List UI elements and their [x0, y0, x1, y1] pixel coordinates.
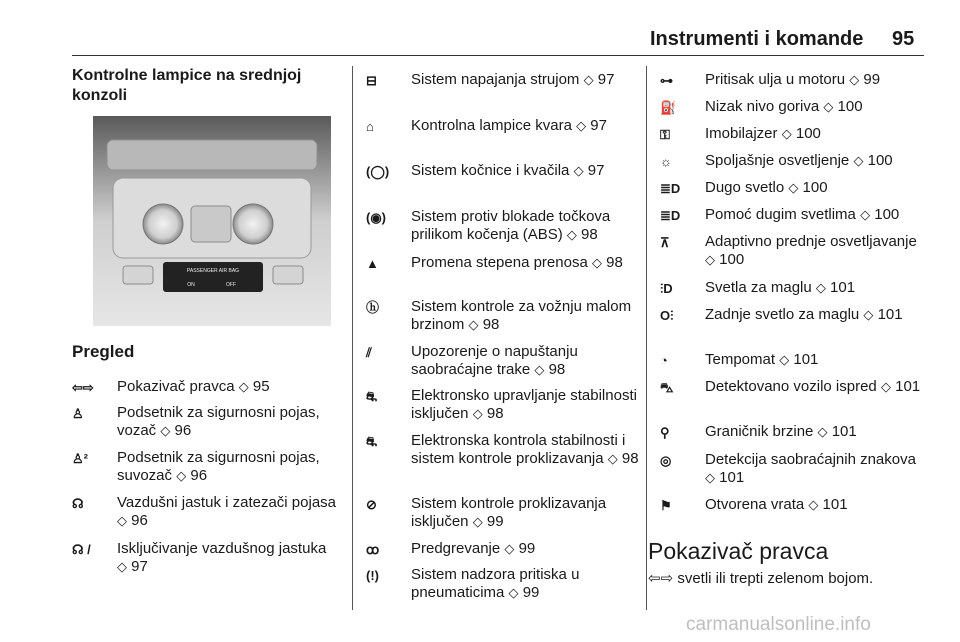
- indicator-icon: (!): [366, 568, 379, 583]
- indicator-icon: (◉): [366, 210, 387, 225]
- reference-arrow-icon: ◇: [705, 470, 715, 485]
- airbag-panel-label: PASSENGER AIR BAG: [186, 268, 240, 274]
- header-rule: [72, 55, 924, 56]
- reference-page: 98: [601, 254, 623, 271]
- reference-page: 96: [170, 422, 192, 439]
- page-reference[interactable]: [504, 540, 535, 557]
- entry-label: Sistem kontrole proklizavanja isključen: [411, 495, 607, 530]
- reference-arrow-icon: ◇: [817, 424, 828, 439]
- indicator-icon: ⛽: [660, 100, 677, 115]
- entry-text: [705, 423, 945, 441]
- page-reference[interactable]: [567, 226, 598, 243]
- turn-signal-icon: ⇦⇨: [648, 570, 674, 587]
- turn-signal-note: [648, 569, 873, 587]
- reference-page: 99: [518, 584, 540, 601]
- page-reference[interactable]: [469, 316, 500, 333]
- airbag-off-label: OFF: [226, 282, 236, 288]
- entry-label: Adaptivno prednje osvetljavanje: [705, 233, 917, 250]
- reference-arrow-icon: ◇: [849, 72, 860, 87]
- indicator-icon: ꝏ: [366, 542, 380, 557]
- page-reference[interactable]: [818, 423, 857, 440]
- reference-page: 98: [482, 405, 504, 422]
- reference-arrow-icon: ◇: [781, 126, 792, 141]
- entry-text: [705, 279, 945, 297]
- page-reference[interactable]: [176, 467, 207, 484]
- entry-label: Sistem napajanja strujom: [411, 71, 584, 88]
- indicator-icon: ⛐: [366, 389, 378, 404]
- reference-arrow-icon: ◇: [573, 163, 584, 178]
- reference-arrow-icon: ◇: [576, 118, 587, 133]
- indicator-icon: ☊: [72, 496, 84, 511]
- indicator-icon: ⫶D: [660, 281, 673, 296]
- entry-label: Svetla za maglu: [705, 279, 816, 296]
- page-reference[interactable]: [705, 251, 744, 268]
- watermark: carmanualsonline.info: [686, 614, 871, 635]
- reference-page: 97: [593, 71, 615, 88]
- entry-label: Upozorenje o napuštanju saobraćajne trake: [411, 343, 578, 378]
- page-reference[interactable]: [779, 351, 818, 368]
- indicator-icon: ⇦⇨: [72, 380, 94, 395]
- reference-page: 96: [127, 512, 148, 529]
- page-reference[interactable]: [117, 558, 148, 575]
- entry-label: Sistem kontrole za vožnju malom brzinom: [411, 298, 632, 333]
- reference-arrow-icon: ◇: [823, 99, 834, 114]
- reference-arrow-icon: ◇: [863, 307, 874, 322]
- reference-page: 101: [825, 279, 856, 296]
- page-reference[interactable]: [782, 125, 821, 142]
- entry-label: Pokazivač pravca: [117, 378, 239, 395]
- entry-text: [411, 387, 646, 423]
- entry-label: Detektovano vozilo ispred: [705, 378, 881, 395]
- entry-label: Predgrevanje: [411, 540, 505, 557]
- indicator-icon: ⚲: [660, 425, 670, 440]
- reference-page: 96: [186, 467, 208, 484]
- entry-text: [705, 451, 945, 487]
- entry-label: Podsetnik za sigurnosni pojas, vozač: [117, 404, 320, 439]
- reference-arrow-icon: ◇: [779, 352, 790, 367]
- entry-text: [705, 179, 945, 197]
- reference-page: 99: [859, 71, 881, 88]
- reference-page: 101: [789, 351, 819, 368]
- reference-arrow-icon: ◇: [117, 513, 127, 528]
- reference-arrow-icon: ◇: [508, 585, 519, 600]
- indicator-icon: ⚿: [660, 127, 670, 142]
- reference-arrow-icon: ◇: [591, 255, 602, 270]
- page-reference[interactable]: [160, 422, 191, 439]
- entry-label: Sistem nadzora pritiska u pneumaticima: [411, 566, 580, 601]
- indicator-icon: ⊘: [366, 497, 377, 512]
- indicator-icon: ♙²: [72, 451, 88, 466]
- page-reference[interactable]: [534, 361, 565, 378]
- indicator-icon: ◎: [660, 453, 672, 468]
- reference-arrow-icon: ◇: [117, 559, 127, 574]
- reference-arrow-icon: ◇: [472, 514, 483, 529]
- entry-label: Sistem protiv blokade točkova prilikom kočenja (ABS): [411, 208, 611, 243]
- indicator-icon: ≣D: [660, 208, 681, 223]
- page-reference[interactable]: [816, 279, 855, 296]
- header-title: Instrumenti i komande: [650, 28, 864, 50]
- entry-text: [411, 343, 646, 379]
- subheading: Pregled: [72, 342, 135, 361]
- entry-label: Graničnik brzine: [705, 423, 818, 440]
- indicator-icon: ⛐: [366, 434, 378, 449]
- reference-page: 101: [818, 496, 848, 513]
- entry-label: Nizak nivo goriva: [705, 98, 824, 115]
- entry-label: Vazdušni jastuk i zatezači pojasa: [117, 494, 337, 511]
- reference-arrow-icon: ◇: [808, 497, 819, 512]
- section-heading-turn-signal: Pokazivač pravca: [648, 538, 829, 564]
- reference-arrow-icon: ◇: [160, 423, 171, 438]
- entry-label: Otvorena vrata: [705, 496, 809, 513]
- entry-text: [411, 254, 646, 272]
- entry-text: [705, 71, 945, 89]
- reference-arrow-icon: ◇: [583, 72, 594, 87]
- page-reference[interactable]: [788, 179, 827, 196]
- section-heading: Kontrolne lampice na srednjoj konzoli: [72, 67, 302, 104]
- page-reference[interactable]: [473, 405, 504, 422]
- page-number: 95: [892, 28, 915, 50]
- entry-text: [411, 208, 646, 244]
- indicator-icon: O⫶: [660, 308, 674, 323]
- reference-page: 101: [827, 423, 857, 440]
- entry-text: [117, 404, 357, 440]
- reference-page: 100: [791, 125, 821, 142]
- entry-label: Dugo svetlo: [705, 179, 789, 196]
- reference-page: 97: [586, 117, 607, 134]
- airbag-on-label: ON: [187, 282, 195, 288]
- page-reference[interactable]: [239, 378, 270, 395]
- indicator-icon: ☼: [660, 154, 672, 169]
- reference-page: 98: [617, 450, 639, 467]
- reference-arrow-icon: ◇: [472, 406, 483, 421]
- entry-text: [705, 306, 945, 324]
- indicator-icon: ⚑: [660, 498, 672, 513]
- page-reference[interactable]: [576, 117, 607, 134]
- entry-text: [705, 98, 945, 116]
- entry-label: Detekcija saobraćajnih znakova: [705, 451, 916, 468]
- indicator-icon: ♙: [72, 406, 84, 421]
- reference-page: 98: [576, 226, 598, 243]
- entry-text: [705, 233, 945, 269]
- reference-arrow-icon: ◇: [880, 379, 891, 394]
- entry-text: [411, 540, 646, 558]
- page-reference[interactable]: [584, 71, 615, 88]
- indicator-icon: (◯): [366, 164, 390, 179]
- entry-text: [411, 432, 646, 468]
- reference-arrow-icon: ◇: [815, 280, 826, 295]
- page-reference[interactable]: [574, 162, 605, 179]
- indicator-icon: ⛍: [660, 380, 674, 395]
- page-reference[interactable]: [853, 152, 892, 169]
- entry-text: [705, 351, 945, 369]
- entry-label: Spoljašnje osvetljenje: [705, 152, 854, 169]
- reference-arrow-icon: ◇: [504, 541, 515, 556]
- reference-page: 98: [544, 361, 566, 378]
- page-header: [0, 0, 960, 60]
- indicator-icon: ≣D: [660, 181, 681, 196]
- entry-label: Elektronsko upravljanje stabilnosti isključen: [411, 387, 637, 422]
- entry-text: [705, 206, 945, 224]
- entry-text: [117, 378, 357, 396]
- entry-label: Tempomat: [705, 351, 780, 368]
- reference-page: 97: [127, 558, 148, 575]
- indicator-icon: ⓗ: [366, 300, 380, 315]
- entry-label: Elektronska kontrola stabilnosti i sistem kontrole proklizavanja: [411, 432, 626, 467]
- page-reference[interactable]: [592, 254, 623, 271]
- reference-arrow-icon: ◇: [853, 153, 864, 168]
- entry-text: [117, 540, 357, 576]
- column-divider-right: [646, 66, 647, 610]
- reference-page: 100: [798, 179, 828, 196]
- entry-label: Podsetnik za sigurnosni pojas, suvozač: [117, 449, 320, 484]
- reference-page: 99: [514, 540, 536, 557]
- reference-arrow-icon: ◇: [566, 227, 577, 242]
- left-column: [72, 66, 342, 106]
- indicator-icon: ☊ /: [72, 542, 91, 557]
- indicator-icon: ⊟: [366, 73, 377, 88]
- page-reference[interactable]: [860, 206, 899, 223]
- indicator-icon: ⊶: [660, 73, 673, 88]
- reference-page: 98: [478, 316, 500, 333]
- page-reference[interactable]: [808, 496, 847, 513]
- page-reference[interactable]: [849, 71, 880, 88]
- console-illustration: [93, 116, 331, 326]
- entry-label: Promena stepena prenosa: [411, 254, 592, 271]
- indicator-icon: ⫽: [366, 345, 372, 360]
- entry-text: [411, 298, 646, 334]
- entry-text: [411, 162, 646, 180]
- reference-page: 100: [715, 251, 745, 268]
- reference-arrow-icon: ◇: [534, 362, 545, 377]
- page-reference[interactable]: [823, 98, 862, 115]
- reference-page: 101: [890, 378, 921, 395]
- entry-text: [705, 125, 945, 143]
- page-reference[interactable]: [608, 450, 639, 467]
- console-photo: [93, 116, 331, 326]
- reference-page: 101: [715, 469, 745, 486]
- reference-page: 100: [833, 98, 863, 115]
- indicator-icon: ◔: [660, 353, 668, 368]
- entry-text: [411, 495, 646, 531]
- page-reference[interactable]: [473, 513, 504, 530]
- indicator-icon: ⊼: [660, 235, 670, 250]
- reference-page: 97: [583, 162, 605, 179]
- reference-arrow-icon: ◇: [176, 468, 187, 483]
- reference-arrow-icon: ◇: [705, 252, 715, 267]
- entry-text: [705, 496, 945, 514]
- entry-label: Zadnje svetlo za maglu: [705, 306, 864, 323]
- entry-text: [705, 378, 945, 396]
- entry-label: Imobilajzer: [705, 125, 782, 142]
- entry-label: Sistem kočnice i kvačila: [411, 162, 574, 179]
- entry-label: Pritisak ulja u motoru: [705, 71, 850, 88]
- reference-page: 99: [482, 513, 504, 530]
- entry-label: Pomoć dugim svetlima: [705, 206, 861, 223]
- entry-text: [411, 117, 646, 135]
- reference-arrow-icon: ◇: [468, 317, 479, 332]
- entry-label: Isključivanje vazdušnog jastuka: [117, 540, 327, 557]
- reference-page: 100: [863, 152, 893, 169]
- entry-text: [411, 71, 646, 89]
- entry-text: [411, 566, 646, 602]
- page-reference[interactable]: [117, 512, 148, 529]
- indicator-icon: ▲: [366, 256, 379, 271]
- page-reference[interactable]: [863, 306, 902, 323]
- entry-text: [117, 449, 357, 485]
- page-reference[interactable]: [509, 584, 540, 601]
- reference-arrow-icon: ◇: [238, 379, 249, 394]
- page-reference[interactable]: [881, 378, 920, 395]
- reference-page: 95: [248, 378, 270, 395]
- reference-page: 101: [873, 306, 903, 323]
- entry-text: [117, 494, 357, 530]
- reference-arrow-icon: ◇: [860, 207, 871, 222]
- entry-text: [705, 152, 945, 170]
- indicator-icon: ⌂: [366, 119, 374, 134]
- turn-signal-text: svetli ili trepti zelenom bojom.: [677, 570, 874, 587]
- reference-arrow-icon: ◇: [607, 451, 618, 466]
- reference-page: 100: [870, 206, 900, 223]
- reference-arrow-icon: ◇: [788, 180, 799, 195]
- page-reference[interactable]: [705, 469, 744, 486]
- entry-label: Kontrolna lampice kvara: [411, 117, 577, 134]
